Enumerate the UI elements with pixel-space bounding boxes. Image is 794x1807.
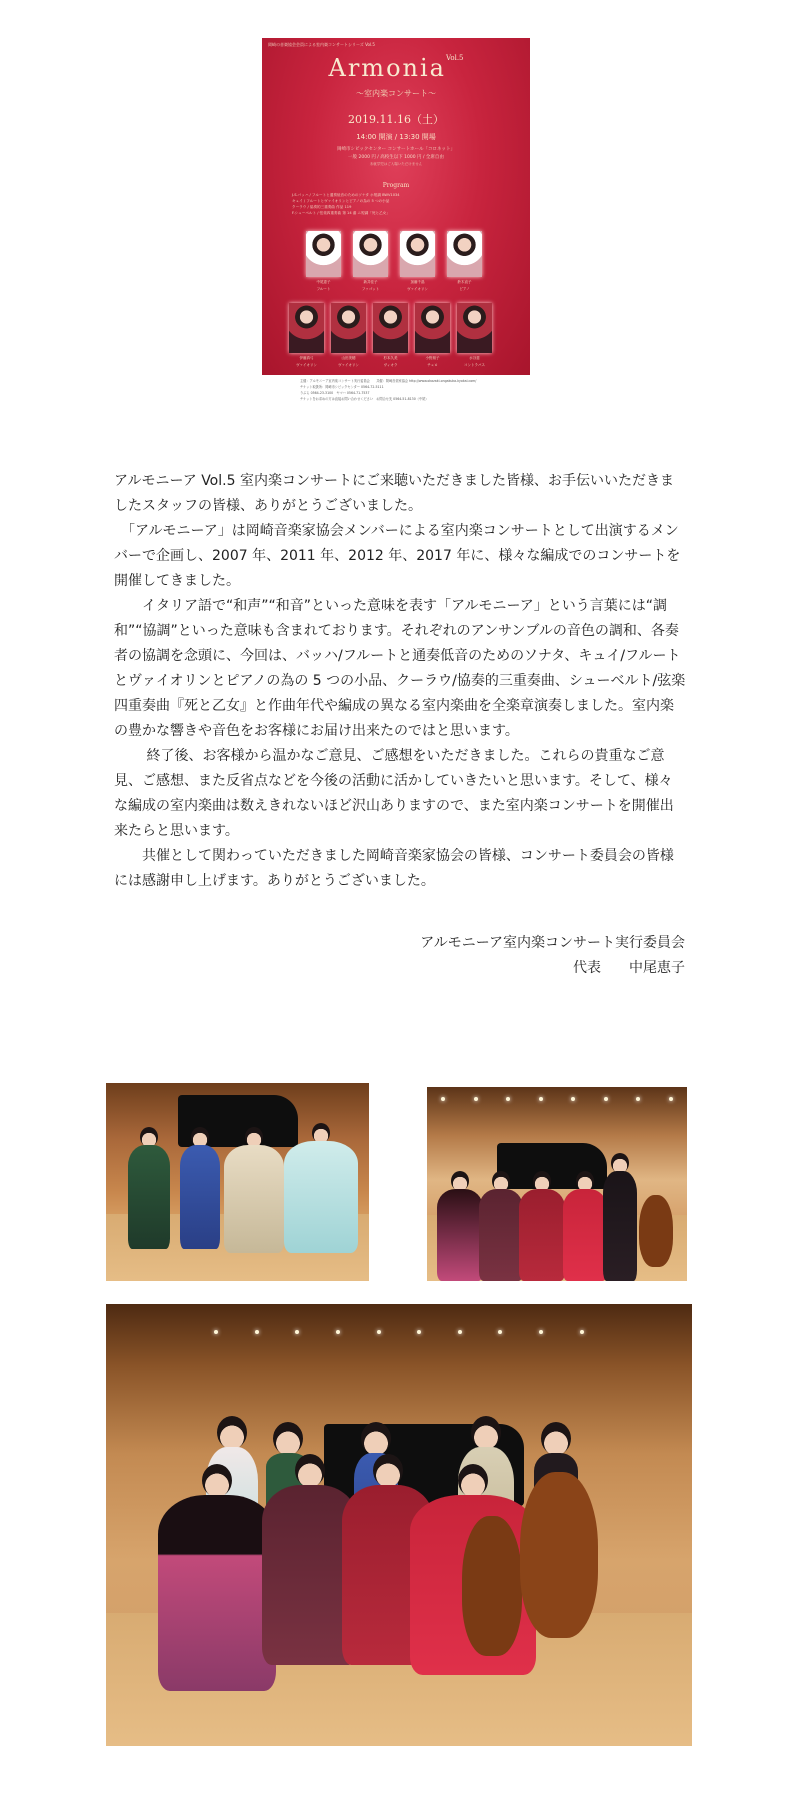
signature-organization: アルモニーア室内楽コンサート実行委員会 [420, 935, 685, 951]
signature-representative: 代表 中尾恵子 [573, 960, 685, 976]
member-photo [289, 303, 324, 353]
poster-footer-line: チケットをお求めの方は直接お問い合わせください お問合せ先 0564-51-8130（中尾） [300, 397, 429, 401]
member-photo [447, 231, 482, 277]
poster-members-row1 [306, 231, 482, 292]
member-instrument: ヴァイオリン [296, 363, 317, 367]
member-photo [306, 231, 341, 277]
poster-date: 2019.11.16（土） [348, 113, 444, 126]
poster-member [331, 303, 366, 368]
poster-concert: ～室内楽コンサート～ [356, 89, 436, 98]
member-instrument: フルート [316, 287, 331, 291]
program-item: クーラウ / 協奏的三重奏曲 作品 119 [292, 205, 352, 209]
member-name: 小野朋子 [425, 356, 440, 360]
member-photo [331, 303, 366, 353]
member-instrument: チェロ [427, 363, 438, 367]
poster-footer-line: チケット取扱所：岡崎市シビックセンター 0564-72-5111 [300, 385, 384, 389]
poster-footer-line: 主催：アルモニーア室内楽コンサート実行委員会 共催：岡崎音楽家協会 http://www.okazaki-ongakuka-kyokai.com/ [300, 379, 477, 383]
program-item: キュイ / フルートとヴァイオリンとピアノの為の 5 つの小品 [292, 199, 390, 203]
program-item: J.S.バッハ / フルートと通奏低音のためのソナタ ホ短調 BWV1034 [292, 193, 400, 197]
letter-paragraph: 共催として関わっていただきました岡崎音楽家協会の皆様、コンサート委員会の皆様には感謝申し上げます。ありがとうございました。 [114, 848, 674, 889]
member-instrument: ヴィオラ [383, 363, 398, 367]
member-name: 加藤千晶 [410, 280, 425, 284]
member-name: 水谷恵 [469, 356, 480, 360]
poster-member [353, 231, 388, 292]
poster-note: 未就学児はご入場いただけません [369, 162, 423, 166]
poster-member [289, 303, 324, 368]
member-name: 中尾恵子 [316, 280, 331, 284]
poster-vol: Vol.5 [445, 54, 464, 62]
poster-members-row2 [289, 303, 492, 368]
member-name: 杉本久美 [383, 356, 398, 360]
member-photo [457, 303, 492, 353]
member-name: 鈴木直子 [457, 280, 472, 284]
poster-subtitle: 岡崎の音楽協会会員による室内楽コンサートシリーズ Vol.5 [268, 42, 375, 47]
poster-venue: 岡崎市シビックセンター コンサートホール「コロネット」 [337, 147, 455, 152]
poster-member [457, 303, 492, 368]
letter-paragraph: 終了後、お客様から温かなご意見、ご感想をいただきました。これらの貴重なご意見、ご感想、また反省点などを今後の活動に活かしていきたいと思います。そして、様々な編成の室内楽曲は数えきれないほど沢山ありますので、また室内楽コンサートを開催出来たらと思います。 [114, 748, 674, 839]
poster-member [400, 231, 435, 292]
poster-member [415, 303, 450, 368]
poster-program-list [292, 192, 400, 216]
member-photo [353, 231, 388, 277]
poster-artwork [262, 38, 530, 375]
poster-price: 一般 2000 円 / 高校生以下 1000 円 / 全席自由 [348, 155, 444, 160]
poster-member [306, 231, 341, 292]
letter-paragraph: アルモニーア Vol.5 室内楽コンサートにご来聴いただきました皆様、お手伝いいただきましたスタッフの皆様、ありがとうございました。 [114, 473, 674, 514]
member-photo [400, 231, 435, 277]
poster-member [373, 303, 408, 368]
poster-footer [262, 378, 530, 402]
letter-paragraph: イタリア語で“和声”“和音”といった意味を表す「アルモニーア」という言葉には“調和”“協調”といった意味も含まれております。それぞれのアンサンブルの音色の調和、各奏者の協調を念頭に、今回は、バッハ/フルートと通奏低音のためのソナタ、キュイ/フルートとヴァイオリンとピアノの為の 5 つの小品、クーラウ/協奏的三重奏曲、シューベルト/弦楽四重奏曲『死と乙女』と作曲年代や編成の異なる室内楽曲を全楽章演奏しました。室内楽の豊かな響きや音色をお客様にお届け出来たのではと思います。 [114, 598, 686, 739]
poster-program-heading: Program [382, 182, 410, 189]
signature [420, 931, 685, 981]
member-name: 新井佳子 [363, 280, 378, 284]
member-instrument: ピアノ [459, 287, 470, 291]
poster-time: 14:00 開演 / 13:30 開場 [356, 133, 436, 141]
member-instrument: ヴァイオリン [338, 363, 359, 367]
member-instrument: ヴァイオリン [407, 287, 428, 291]
quartet-photo [106, 1083, 369, 1281]
poster-footer-line: りぶら 0564-23-3100 ヤマハ 0564-71-7537 [300, 391, 370, 395]
poster-member [447, 231, 482, 292]
quintet-photo [427, 1087, 687, 1281]
thank-you-letter [114, 469, 686, 894]
concert-poster [262, 38, 530, 413]
member-instrument: コントラバス [464, 363, 485, 367]
letter-paragraph: 「アルモニーア」は岡崎音楽家協会メンバーによる室内楽コンサートとして出演するメンバーで企画し、2007 年、2011 年、2012 年、2017 年に、様々な編成でのコンサートを開催してきました。 [114, 523, 681, 589]
member-name: 伊藤真弓 [299, 356, 314, 360]
poster-title: Armonia$^{Vol.5}$ [328, 54, 464, 82]
program-item: F.シューベルト / 弦楽四重奏曲 第 14 番 ニ短調「死と乙女」 [292, 211, 390, 215]
member-instrument: ファゴット [361, 287, 380, 291]
member-name: 山田美穂 [341, 356, 356, 360]
ensemble-photo [106, 1304, 692, 1746]
member-photo [373, 303, 408, 353]
member-photo [415, 303, 450, 353]
